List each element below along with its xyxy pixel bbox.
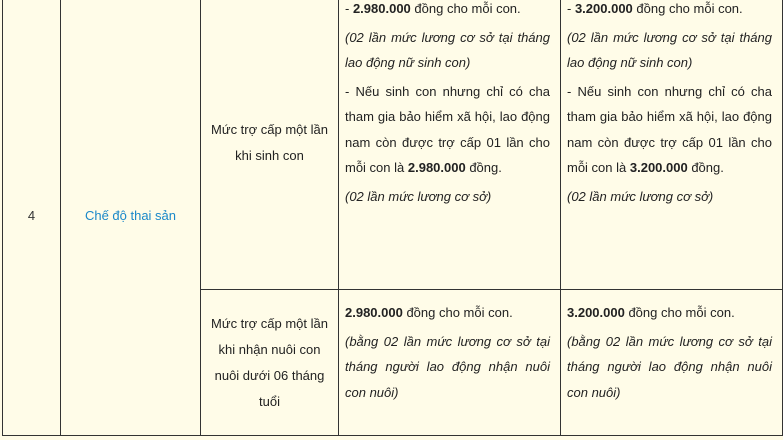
note-text: (bằng 02 lần mức lương cơ sở tại tháng người lao động nhận nuôi con nuôi) bbox=[345, 333, 550, 400]
amount-line: - 3.200.000 đồng cho mỗi con. bbox=[567, 1, 743, 16]
new-amount-cell bbox=[561, 0, 783, 290]
amount-line: 3.200.000 đồng cho mỗi con. bbox=[567, 305, 735, 320]
amount-value: 2.980.000 bbox=[352, 1, 411, 16]
amount-value: 3.200.000 bbox=[567, 305, 625, 320]
note-text: (02 lần mức lương cơ sở) bbox=[567, 188, 714, 204]
note-text: (bằng 02 lần mức lương cơ sở tại tháng người lao động nhận nuôi con nuôi) bbox=[567, 333, 772, 400]
old-amount-cell bbox=[339, 0, 561, 290]
condition-text: - Nếu sinh con nhưng chỉ có cha tham gia bảo hiểm xã hội, lao động nam còn được trợ cấp 01 lần cho mỗi con là 3.200.000 đồng. bbox=[567, 83, 772, 175]
row-number: 4 bbox=[3, 0, 61, 436]
sub-benefit-label: Mức trợ cấp một lần khi nhận nuôi con nuôi dưới 06 tháng tuổi bbox=[201, 290, 339, 436]
amount-value: 2.980.000 bbox=[345, 305, 403, 320]
table-row bbox=[3, 0, 783, 290]
new-amount-cell bbox=[561, 290, 783, 436]
amount-value: 3.200.000 bbox=[574, 1, 633, 16]
old-amount-cell bbox=[339, 290, 561, 436]
condition-text: - Nếu sinh con nhưng chỉ có cha tham gia bảo hiểm xã hội, lao động nam còn được trợ cấp 01 lần cho mỗi con là 2.980.000 đồng. bbox=[345, 83, 550, 175]
amount-value: 2.980.000 bbox=[407, 160, 466, 175]
note-text: (02 lần mức lương cơ sở) bbox=[345, 188, 492, 204]
amount-line: 2.980.000 đồng cho mỗi con. bbox=[345, 305, 513, 320]
amount-value: 3.200.000 bbox=[629, 160, 688, 175]
benefits-table bbox=[2, 0, 783, 436]
note-text: (02 lần mức lương cơ sở tại tháng lao động nữ sinh con) bbox=[567, 29, 772, 70]
note-text: (02 lần mức lương cơ sở tại tháng lao động nữ sinh con) bbox=[345, 29, 550, 70]
sub-benefit-label: Mức trợ cấp một lần khi sinh con bbox=[201, 0, 339, 290]
amount-line: - 2.980.000 đồng cho mỗi con. bbox=[345, 1, 521, 16]
category-link[interactable]: Chế độ thai sản bbox=[84, 208, 177, 223]
category-cell bbox=[61, 0, 201, 436]
